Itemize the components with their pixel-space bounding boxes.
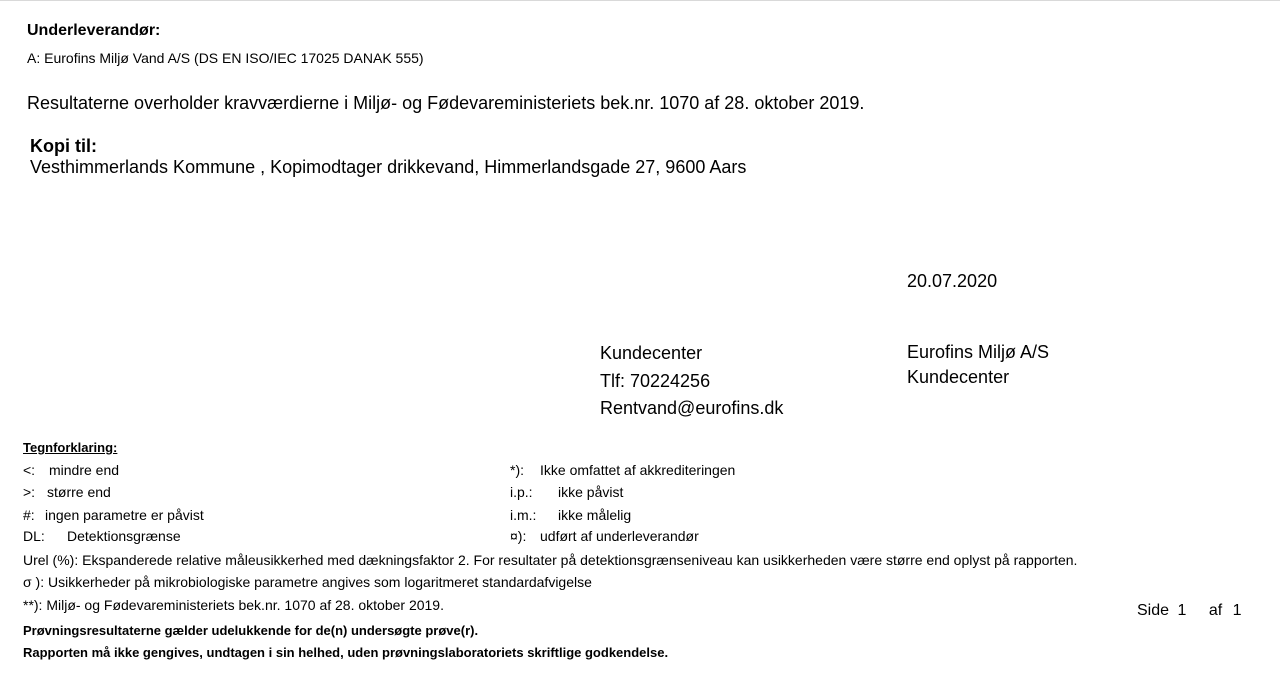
legend-desc: større end <box>47 484 111 500</box>
page-of-label: af <box>1208 602 1223 619</box>
customer-center-name: Kundecenter <box>600 343 703 363</box>
company-name: Eurofins Miljø A/S <box>907 342 1050 362</box>
legend-title: Tegnforklaring: <box>23 440 118 455</box>
legend-desc: udført af underleverandør <box>540 528 699 544</box>
legend-key: i.m.: <box>510 507 537 523</box>
page-side-label: Side <box>1137 602 1170 619</box>
legend-desc: ikke påvist <box>558 484 624 500</box>
copy-to-line: Vesthimmerlands Kommune , Kopimodtager drikkevand, Himmerlandsgade 27, 9600 Aars <box>30 157 747 177</box>
footer-validity: Prøvningsresultaterne gælder udelukkende for de(n) undersøgte prøve(r). <box>23 623 479 638</box>
copy-to-title: Kopi til: <box>30 136 97 156</box>
customer-center-block <box>600 340 783 423</box>
page-current: 1 <box>1177 602 1187 619</box>
top-rule <box>0 0 1280 1</box>
note-urel: Urel (%): Ekspanderede relative måleusikkerhed med dækningsfaktor 2. For resultater på detektionsgrænseniveau kan usikkerheden være større end oplyst på rapporten. <box>23 552 1078 568</box>
legend-desc: ikke målelig <box>558 507 632 523</box>
result-statement: Resultaterne overholder kravværdierne i Miljø- og Fødevareministeriets bek.nr. 1070 af 28. oktober 2019. <box>27 93 865 113</box>
report-date: 20.07.2020 <box>907 271 998 291</box>
company-block <box>907 340 1049 389</box>
legend-key: <: <box>23 462 36 478</box>
legend-key: i.p.: <box>510 484 533 500</box>
legend-desc: Detektionsgrænse <box>67 528 181 544</box>
subcontractor-title: Underleverandør: <box>27 22 161 39</box>
legend-desc: ingen parametre er påvist <box>45 507 204 523</box>
legend-key: *): <box>510 462 524 478</box>
footer-reproduction: Rapporten må ikke gengives, undtagen i sin helhed, uden prøvningslaboratoriets skriftlige godkendelse. <box>23 645 669 660</box>
page-indicator <box>1137 602 1242 620</box>
note-regulation: **): Miljø- og Fødevareministeriets bek.nr. 1070 af 28. oktober 2019. <box>23 597 444 613</box>
page-total: 1 <box>1232 602 1242 619</box>
note-sigma: σ ): Usikkerheder på mikrobiologiske parametre angives som logaritmeret standardafvigelse <box>23 574 592 590</box>
legend-desc: mindre end <box>49 462 120 478</box>
legend-key: #: <box>23 507 35 523</box>
subcontractor-line: A: Eurofins Miljø Vand A/S (DS EN ISO/IEC 17025 DANAK 555) <box>27 50 424 66</box>
customer-center-email: Rentvand@eurofins.dk <box>600 398 784 418</box>
customer-center-phone: Tlf: 70224256 <box>600 370 711 391</box>
legend-key: ¤): <box>510 528 527 544</box>
legend-key: >: <box>23 484 36 500</box>
legend-key: DL: <box>23 528 45 544</box>
company-dept: Kundecenter <box>907 366 1010 387</box>
legend-desc: Ikke omfattet af akkrediteringen <box>540 462 736 478</box>
